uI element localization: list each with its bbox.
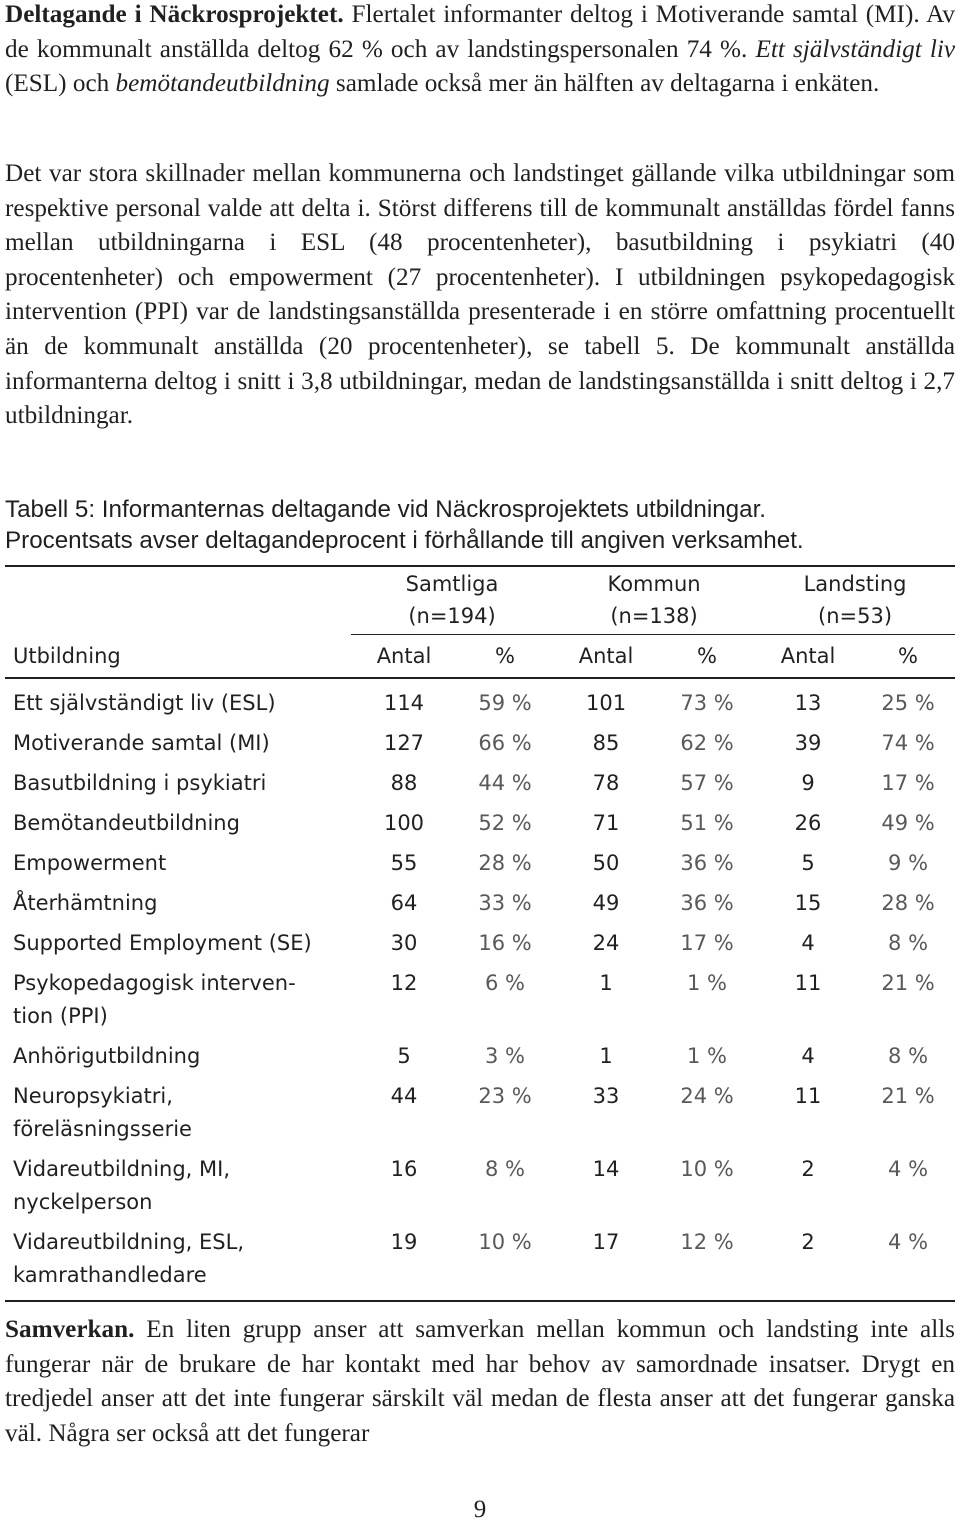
group-header-row — [5, 566, 955, 635]
cell-count: 114 — [383, 691, 425, 715]
cell-count: 50 — [592, 851, 620, 875]
row-label: Anhörigutbildning — [13, 1044, 201, 1068]
paragraph-heading-samverkan: Samverkan. — [5, 1316, 135, 1343]
paragraph-differences: Det var stora skillnader mellan kommunerna och landstinget gällande vilka utbildningar som respektive personal valde att delta i. Störst differens till de kommunalt anställdas fördel fanns mellan utbildningarna i ESL (48 procentenheter), basutbildning i psykiatri (40 procentenheter) och empowerment (27 procentenheter). I utbildningen psykopedagogisk intervention (PPI) var de landstingsanställda presenterade i en större omfattning procentuellt än de kommunalt anställda (20 procentenheter), se tabell 5. De kommunalt anställda informanterna deltog i snitt i 3,8 utbildningar, medan de landstingsanställda i snitt deltog i 2,7 utbildningar. — [5, 160, 955, 430]
cell-percent: 73 % — [680, 691, 734, 715]
cell-count: 64 — [390, 891, 418, 915]
group-name: Landsting — [803, 572, 907, 596]
cell-count: 5 — [397, 1044, 411, 1068]
row-label — [5, 967, 351, 1040]
cell-count: 9 — [801, 771, 815, 795]
cell-count: 100 — [383, 811, 425, 835]
table-row — [5, 807, 955, 847]
page-number: 9 — [473, 1496, 487, 1523]
cell-count: 39 — [794, 731, 822, 755]
cell-percent: 10 % — [680, 1157, 734, 1181]
group-n: (n=138) — [610, 604, 698, 628]
row-label: Bemötandeutbildning — [13, 811, 240, 835]
table-row — [5, 1080, 955, 1153]
row-label-line: kamrathandledare — [13, 1263, 207, 1287]
cell-percent: 8 % — [888, 931, 929, 955]
cell-percent: 74 % — [881, 731, 935, 755]
cell-percent: 57 % — [680, 771, 734, 795]
cell-percent: 49 % — [881, 811, 935, 835]
paragraph-text: (ESL) och — [5, 70, 116, 98]
cell-percent: 21 % — [881, 971, 935, 995]
cell-count: 11 — [794, 971, 822, 995]
row-label-line: föreläsningsserie — [13, 1117, 192, 1141]
row-label: Motiverande samtal (MI) — [13, 731, 270, 755]
cell-count: 1 — [599, 971, 613, 995]
cell-percent: 8 % — [888, 1044, 929, 1068]
paragraph-text: samlade också mer än hälften av deltagarna i enkäten. — [329, 70, 880, 98]
row-label-line: nyckelperson — [13, 1190, 153, 1214]
group-n: (n=53) — [818, 604, 893, 628]
group-header-samtliga — [351, 566, 553, 635]
row-label-line: tion (PPI) — [13, 1004, 108, 1028]
cell-count: 101 — [585, 691, 627, 715]
cell-count: 33 — [592, 1084, 620, 1108]
cell-count: 2 — [755, 1226, 861, 1301]
cell-count: 30 — [390, 931, 418, 955]
cell-percent: 8 % — [485, 1157, 525, 1181]
column-header-antal: Antal — [553, 635, 659, 679]
cell-count: 2 — [801, 1157, 815, 1181]
group-name: Kommun — [607, 572, 701, 596]
cell-count: 49 — [592, 891, 620, 915]
cell-count: 17 — [553, 1226, 659, 1301]
cell-count: 5 — [801, 851, 815, 875]
cell-count: 1 — [599, 1044, 613, 1068]
paragraph-heading-participation: Deltagande i Näckrosprojektet. — [5, 1, 344, 28]
cell-count: 26 — [794, 811, 822, 835]
cell-percent: 59 % — [478, 691, 532, 715]
table-row — [5, 847, 955, 887]
cell-percent: 23 % — [478, 1084, 532, 1108]
table-row — [5, 887, 955, 927]
cell-percent: 51 % — [680, 811, 734, 835]
cell-count: 14 — [592, 1157, 620, 1181]
paragraph-text: Flertalet informanter deltog i Motiverande samtal (MI). Av de kommunalt anställda deltog 62 % och av landstingspersonalen 74 %. — [5, 1, 955, 63]
cell-count: 4 — [801, 931, 815, 955]
cell-count: 4 — [801, 1044, 815, 1068]
row-label-line: Vidareutbildning, MI, — [13, 1157, 231, 1181]
row-label — [5, 1080, 351, 1153]
table-row — [5, 727, 955, 767]
table-row — [5, 927, 955, 967]
column-header-row — [5, 635, 955, 679]
group-n: (n=194) — [408, 604, 496, 628]
row-label: Empowerment — [13, 851, 167, 875]
cell-count: 11 — [794, 1084, 822, 1108]
column-header-pct: % — [659, 635, 755, 679]
cell-percent: 17 % — [881, 771, 935, 795]
cell-percent: 10 % — [457, 1226, 553, 1301]
table-row — [5, 1226, 955, 1301]
cell-percent: 16 % — [478, 931, 532, 955]
cell-count: 13 — [794, 691, 822, 715]
table-row — [5, 767, 955, 807]
italic-term-esl: Ett självständigt liv — [755, 35, 955, 63]
paragraph-samverkan — [5, 1313, 955, 1451]
cell-percent: 36 % — [680, 891, 734, 915]
cell-count: 78 — [592, 771, 620, 795]
column-header-pct: % — [861, 635, 955, 679]
row-label: Basutbildning i psykiatri — [13, 771, 267, 795]
table-row — [5, 1153, 955, 1226]
cell-percent: 24 % — [680, 1084, 734, 1108]
cell-percent: 66 % — [478, 731, 532, 755]
row-label-line: Psykopedagogisk interven- — [13, 971, 296, 995]
cell-percent: 62 % — [680, 731, 734, 755]
row-label-line: Neuropsykiatri, — [13, 1084, 173, 1108]
cell-percent: 4 % — [861, 1226, 955, 1301]
cell-percent: 3 % — [485, 1044, 525, 1068]
row-label: Supported Employment (SE) — [13, 931, 312, 955]
cell-percent: 6 % — [485, 971, 525, 995]
cell-count: 127 — [383, 731, 425, 755]
table-row — [5, 1040, 955, 1080]
column-header-utbildning: Utbildning — [5, 635, 351, 679]
cell-count: 55 — [390, 851, 418, 875]
cell-count: 88 — [390, 771, 418, 795]
table-caption — [5, 494, 960, 556]
paragraph-text: En liten grupp anser att samverkan mellan kommun och landsting inte alls fungerar när de brukare de har kontakt med har behov av samordnade insatser. Drygt en tredjedel anser att det inte fungerar särskilt väl medan de flesta anser att det fungerar ganska väl. Några ser också att det fungerar — [5, 1316, 955, 1447]
column-header-pct: % — [457, 635, 553, 679]
participation-table — [5, 566, 955, 1302]
table-body — [5, 678, 955, 1301]
cell-percent: 21 % — [881, 1084, 935, 1108]
cell-percent: 52 % — [478, 811, 532, 835]
caption-line-2: Procentsats avser deltagandeprocent i förhållande till angiven verksamhet. — [5, 527, 804, 554]
group-name: Samtliga — [405, 572, 499, 596]
italic-term-bemotande: bemötandeutbildning — [115, 70, 330, 98]
cell-count: 12 — [390, 971, 418, 995]
row-label: Ett självständigt liv (ESL) — [13, 691, 276, 715]
column-header-antal: Antal — [755, 635, 861, 679]
caption-line-1: Tabell 5: Informanternas deltagande vid Näckrosprojektets utbildningar. — [5, 496, 767, 523]
cell-percent: 9 % — [888, 851, 929, 875]
cell-percent: 4 % — [888, 1157, 929, 1181]
cell-count: 85 — [592, 731, 620, 755]
cell-percent: 12 % — [659, 1226, 755, 1301]
row-label — [5, 1153, 351, 1226]
cell-count: 16 — [390, 1157, 418, 1181]
table-row — [5, 678, 955, 727]
cell-count: 24 — [592, 931, 620, 955]
column-header-antal: Antal — [351, 635, 457, 679]
cell-percent: 17 % — [680, 931, 734, 955]
cell-percent: 25 % — [881, 691, 935, 715]
paragraph-participation — [5, 0, 955, 102]
cell-percent: 1 % — [687, 1044, 728, 1068]
cell-count: 19 — [351, 1226, 457, 1301]
group-header-landsting — [755, 566, 955, 635]
cell-percent: 36 % — [680, 851, 734, 875]
cell-percent: 28 % — [881, 891, 935, 915]
cell-count: 44 — [390, 1084, 418, 1108]
cell-percent: 44 % — [478, 771, 532, 795]
cell-percent: 33 % — [478, 891, 532, 915]
row-label: Återhämtning — [13, 891, 158, 915]
cell-count: 15 — [794, 891, 822, 915]
cell-count: 71 — [592, 811, 620, 835]
group-header-kommun — [553, 566, 755, 635]
cell-percent: 1 % — [687, 971, 728, 995]
row-label-line: Vidareutbildning, ESL, — [13, 1230, 245, 1254]
row-label — [5, 1226, 351, 1301]
table-row — [5, 967, 955, 1040]
cell-percent: 28 % — [478, 851, 532, 875]
